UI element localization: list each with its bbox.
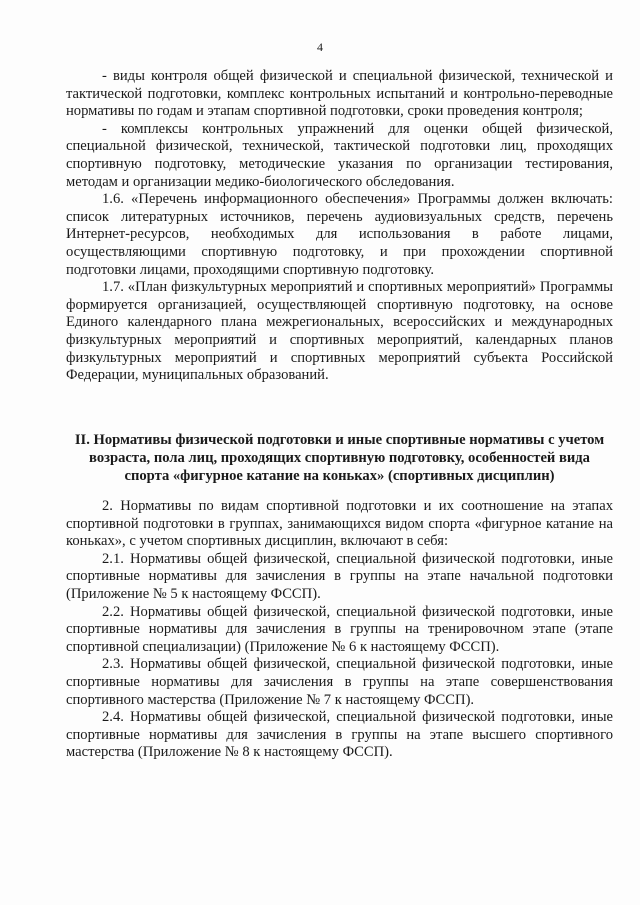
page-number: 4 [317,40,323,54]
paragraph-2-2: 2.2. Нормативы общей физической, специальной физической подготовки, иные спортивные нормативы для зачисления в группы на тренировочном этапе (этапе спортивной специализации) (Приложение № 6 к настоящему ФССП). [66,603,613,655]
section-heading: II. Нормативы физической подготовки и иные спортивные нормативы с учетом возраста, пола лиц, проходящих спортивную подготовку, особенностей вида спорта «фигурное катание на коньках» (спортивных дисциплин) [74,432,605,484]
paragraph-control-exercises: - комплексы контрольных упражнений для оценки общей физической, специальной физической, технической, тактической подготовки лиц, проходящих спортивную подготовку, методические указания по организации тестирования, методам и организации медико-биологического обследования. [66,120,613,190]
paragraph-2-3: 2.3. Нормативы общей физической, специальной физической подготовки, иные спортивные нормативы для зачисления в группы на этапе совершенствования спортивного мастерства (Приложение № 7 к настоящему ФССП). [66,656,613,708]
paragraph-1-7: 1.7. «План физкультурных мероприятий и спортивных мероприятий» Программы формируется организацией, осуществляющей спортивную подготовку, на основе Единого календарного плана межрегиональных, всероссийских и международных физкультурных мероприятий и спортивных мероприятий, календарных планов физкультурных мероприятий и спортивных мероприятий субъекта Российской Федерации, муниципальных образований. [66,279,613,384]
paragraph-2-4: 2.4. Нормативы общей физической, специальной физической подготовки, иные спортивные нормативы для зачисления в группы на этапе высшего спортивного мастерства (Приложение № 8 к настоящему ФССП). [66,709,613,761]
paragraph-control-types: - виды контроля общей физической и специальной физической, технической и тактической подготовки, комплекс контрольных испытаний и контрольно-переводные нормативы по годам и этапам спортивной подготовки, сроки проведения контроля; [66,68,613,120]
paragraph-1-6: 1.6. «Перечень информационного обеспечения» Программы должен включать: список литературных источников, перечень аудиовизуальных средств, перечень Интернет-ресурсов, необходимых для использования в работе лицами, осуществляющими спортивную подготовку, и при прохождении спортивной подготовки лицами, проходящими спортивную подготовку. [66,191,613,278]
body-text-bottom [66,498,613,762]
body-text-top [66,68,613,385]
paragraph-2: 2. Нормативы по видам спортивной подготовки и их соотношение на этапах спортивной подготовки в группах, занимающихся видом спорта «фигурное катание на коньках», с учетом спортивных дисциплин, включают в себя: [66,498,613,550]
paragraph-2-1: 2.1. Нормативы общей физической, специальной физической подготовки, иные спортивные нормативы для зачисления в группы на этапе начальной подготовки (Приложение № 5 к настоящему ФССП). [66,550,613,602]
section-heading-block [66,431,613,485]
